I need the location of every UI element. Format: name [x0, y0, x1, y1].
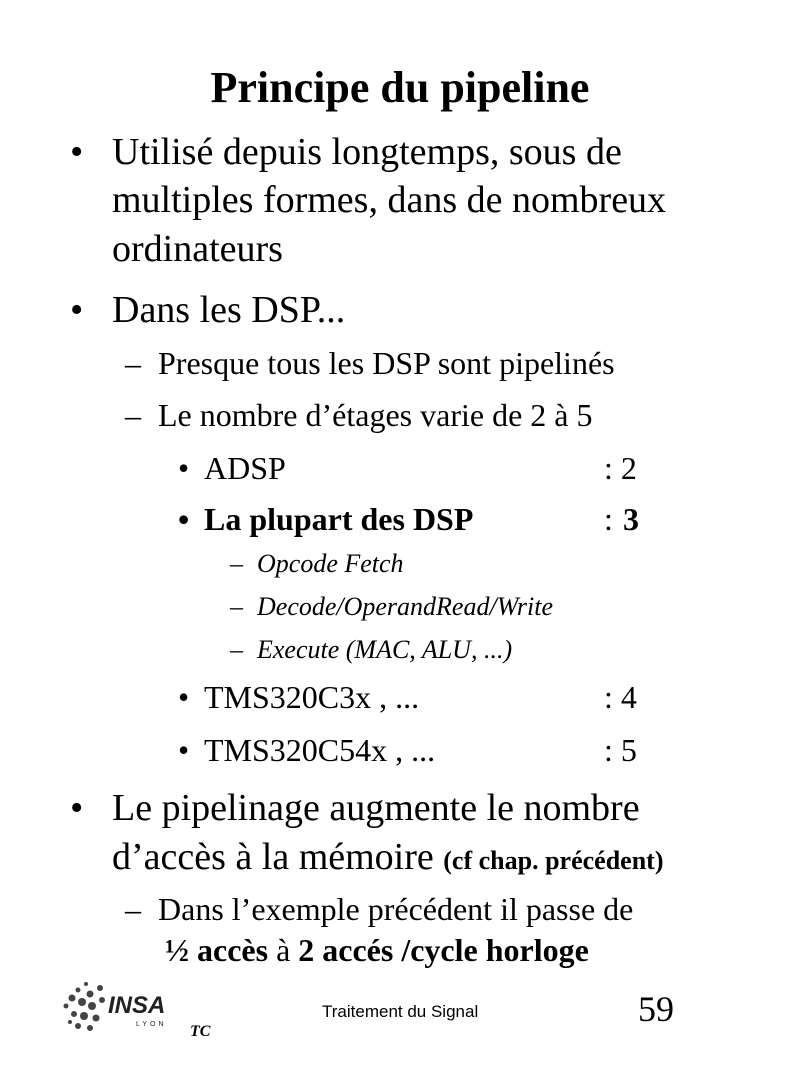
dash-marker: –: [125, 345, 141, 381]
logo-subtext: LYON: [136, 1021, 167, 1028]
two-access-per-cycle: 2 accés /cycle horloge: [298, 932, 589, 968]
item-adsp-name: ADSP: [204, 450, 286, 486]
item-most-dsp-value: 3: [623, 501, 639, 537]
stage-decode: Decode/OperandRead/Write: [257, 592, 554, 621]
bullet-dot: •: [178, 679, 190, 715]
bullet-dot: •: [70, 131, 84, 173]
item-most-dsp-name: La plupart des DSP: [204, 501, 474, 537]
item-c3x-value: : 4: [604, 679, 637, 715]
bullet-dot: •: [70, 787, 84, 829]
bullet-3-line-1: Le pipelinage augmente le nombre: [112, 787, 640, 829]
dash-marker: –: [230, 635, 243, 664]
sub-bullet-example: Dans l’exemple précédent il passe de: [158, 891, 634, 927]
sub-bullet-stages: Le nombre d’étages varie de 2 à 5: [158, 397, 593, 433]
insa-logo: [60, 972, 190, 1042]
footer-course-title: Traitement du Signal: [322, 1002, 479, 1021]
sub-bullet-example-cont: [165, 930, 589, 970]
connector-text: à: [268, 932, 299, 968]
sub-bullet-pipelined: Presque tous les DSP sont pipelinés: [158, 345, 615, 381]
bullet-2-text: Dans les DSP...: [112, 289, 346, 331]
bullet-dot: •: [178, 732, 190, 768]
bullet-dot: •: [178, 501, 190, 537]
logo-text: INSA: [108, 992, 166, 1019]
dash-marker: –: [125, 891, 141, 927]
dash-marker: –: [125, 397, 141, 433]
bullet-dot: •: [70, 289, 84, 331]
stage-opcode-fetch: Opcode Fetch: [257, 549, 404, 578]
bullet-1-line-3: ordinateurs: [112, 228, 283, 270]
slide-title: Principe du pipeline: [210, 63, 590, 112]
item-adsp-value: : 2: [604, 450, 637, 486]
stage-execute: Execute (MAC, ALU, ...): [257, 635, 513, 664]
department-mark: TC: [190, 1023, 211, 1040]
half-access: ½ accès: [165, 932, 269, 968]
bullet-dot: •: [178, 450, 190, 486]
item-c54x-value: : 5: [604, 732, 637, 768]
bullet-3-line-2-main: d’accès à la mémoire: [112, 836, 444, 878]
dash-marker: –: [230, 592, 243, 621]
item-most-dsp-colon: :: [604, 501, 613, 537]
item-c54x-name: TMS320C54x , ...: [204, 732, 436, 768]
bullet-3-line-2: [112, 833, 663, 885]
item-c3x-name: TMS320C3x , ...: [204, 679, 420, 715]
bullet-1-line-2: multiples formes, dans de nombreux: [112, 179, 667, 221]
dash-marker: –: [230, 549, 243, 578]
bullet-1-line-1: Utilisé depuis longtemps, sous de: [112, 131, 622, 173]
chapter-reference: (cf chap. précédent): [443, 846, 664, 875]
page-number: 59: [638, 989, 674, 1029]
